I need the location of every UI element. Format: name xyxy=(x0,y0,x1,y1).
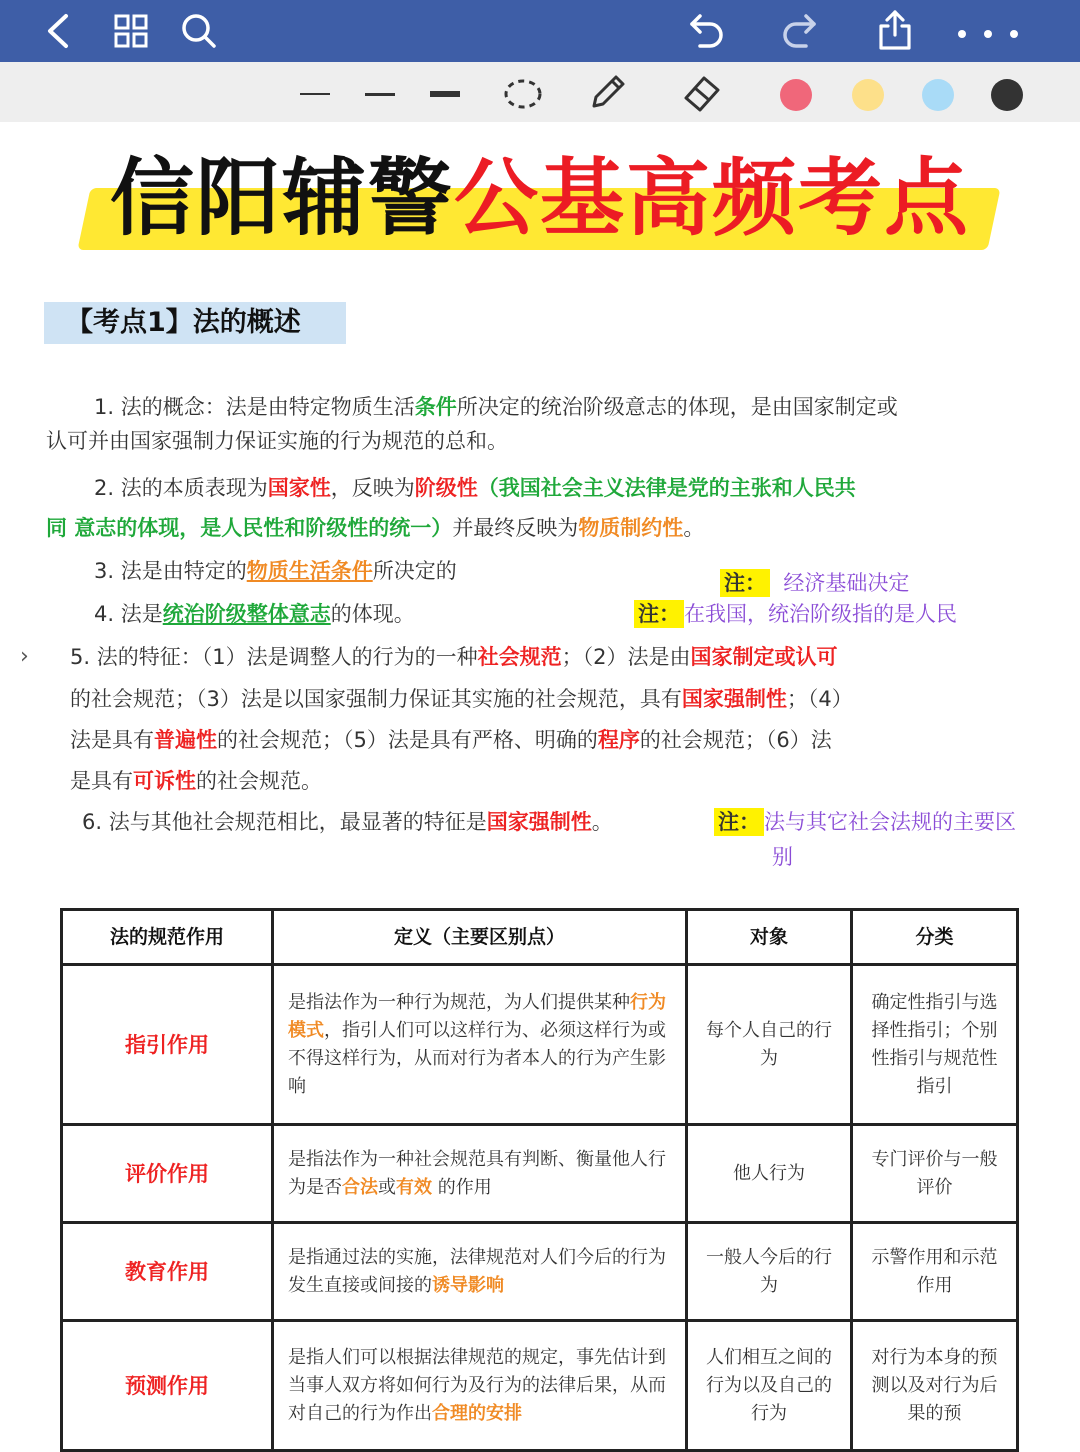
table-row xyxy=(62,1321,1018,1451)
row-object: 每个人自己的行为 xyxy=(687,965,852,1125)
note-6 xyxy=(714,805,1080,839)
page-title xyxy=(0,148,1080,248)
pencil-icon[interactable] xyxy=(584,70,630,114)
share-icon[interactable] xyxy=(872,8,918,54)
highlight-orange: 合法 xyxy=(342,1176,378,1198)
paragraph-1-line-2: 认可并由国家强制力保证实施的行为规范的总和。 xyxy=(46,429,508,453)
highlight-green: 条件 xyxy=(414,395,457,419)
paragraph-5-line-3 xyxy=(70,723,832,757)
highlight-red: 社会规范 xyxy=(477,645,562,669)
text: 是指人们可以根据法律规范的规定，事先估计到当事人双方将如何行为及行为的法律后果，从而对自己的行为作出 xyxy=(288,1346,666,1424)
text: 4. 法是 xyxy=(94,602,163,626)
paragraph-5-line-4 xyxy=(70,764,322,798)
text: 并最终反映为 xyxy=(452,516,579,540)
highlight-orange: 行为模式 xyxy=(288,991,666,1041)
row-name: 指引作用 xyxy=(62,965,273,1125)
note-6-line-2 xyxy=(772,840,793,874)
text: ；（4） xyxy=(786,687,853,711)
table-header-row xyxy=(62,910,1018,965)
text: 是指法作为一种社会规范具有判断、衡量他人行为是否 xyxy=(288,1148,666,1198)
redo-icon[interactable] xyxy=(776,8,822,54)
legal-function-table xyxy=(60,908,1019,1452)
text: 。 xyxy=(591,810,613,834)
highlight-red: 普遍性 xyxy=(154,728,217,752)
highlight-red: 阶级性 xyxy=(414,476,478,500)
text: 1. 法的概念：法是由特定物质生活 xyxy=(94,395,415,419)
text: 是指法作为一种行为规范，为人们提供某种 xyxy=(288,991,630,1013)
highlight-red: 国家强制性 xyxy=(486,810,592,834)
paragraph-5-line-2 xyxy=(70,682,853,716)
highlight-red: 程序 xyxy=(597,728,640,752)
row-definition xyxy=(273,1125,687,1223)
text: 的社会规范。 xyxy=(196,769,322,793)
pink-color-swatch[interactable] xyxy=(780,79,812,111)
back-icon[interactable] xyxy=(36,8,82,54)
row-name: 教育作用 xyxy=(62,1223,273,1321)
text: 。 xyxy=(683,516,705,540)
row-category: 示警作用和示范作用 xyxy=(852,1223,1018,1321)
row-name: 评价作用 xyxy=(62,1125,273,1223)
table-row xyxy=(62,965,1018,1125)
text: 的社会规范；（3）法是以国家强制力保证其实施的社会规范，具有 xyxy=(70,687,682,711)
row-definition xyxy=(273,1223,687,1321)
text: 的体现。 xyxy=(330,602,415,626)
text: 2. 法的本质表现为 xyxy=(94,476,268,500)
text: 所决定的 xyxy=(372,559,457,583)
highlight-green: 同 意志的体现，是人民性和阶级性的统一） xyxy=(46,516,453,540)
expand-arrow-icon[interactable]: › xyxy=(20,644,29,669)
highlight-red: 国家性 xyxy=(267,476,331,500)
text: 或 xyxy=(378,1176,396,1198)
more-icon[interactable] xyxy=(950,8,1040,54)
row-definition xyxy=(273,965,687,1125)
blue-color-swatch[interactable] xyxy=(922,79,954,111)
row-category: 对行为本身的预测以及对行为后果的预 xyxy=(852,1321,1018,1451)
highlight-orange: 物质生活条件 xyxy=(246,559,373,583)
note-text: 法与其它社会法规的主要区 xyxy=(764,810,1016,834)
highlight-green: （我国社会主义法律是党的主张和人民共 xyxy=(477,476,856,500)
thick-line-icon[interactable] xyxy=(420,74,470,114)
row-category: 确定性指引与选择性指引；个别性指引与规范性指引 xyxy=(852,965,1018,1125)
note-text: 在我国，统治阶级指的是人民 xyxy=(684,602,957,626)
row-definition xyxy=(273,1321,687,1451)
text: ；（2）法是由 xyxy=(561,645,691,669)
highlight-red: 国家制定或认可 xyxy=(690,645,838,669)
text: 是指通过法的实施，法律规范对人们今后的行为发生直接或间接的 xyxy=(288,1246,666,1296)
text: 的作用 xyxy=(432,1176,492,1198)
title-part-red: 公基高频考点 xyxy=(454,149,971,247)
row-object: 一般人今后的行为 xyxy=(687,1223,852,1321)
highlight-green: 统治阶级整体意志 xyxy=(162,602,331,626)
grid-icon[interactable] xyxy=(108,8,154,54)
row-object: 人们相互之间的行为以及自己的行为 xyxy=(687,1321,852,1451)
text: 3. 法是由特定的 xyxy=(94,559,247,583)
row-object: 他人行为 xyxy=(687,1125,852,1223)
section-heading: 【考点1】法的概述 xyxy=(44,302,346,344)
paragraph-1-line-1 xyxy=(94,390,898,424)
text: 5. 法的特征：（1）法是调整人的行为的一种 xyxy=(70,645,478,669)
highlight-red: 国家强制性 xyxy=(681,687,787,711)
drawing-toolbar xyxy=(0,62,1080,122)
text: 6. 法与其他社会规范相比，最显著的特征是 xyxy=(82,810,487,834)
paragraph-6 xyxy=(82,805,613,839)
note-4 xyxy=(634,597,957,631)
eraser-icon[interactable] xyxy=(678,70,724,114)
text: 是具有 xyxy=(70,769,133,793)
column-header: 定义（主要区别点） xyxy=(273,910,687,965)
highlight-orange: 有效 xyxy=(396,1176,432,1198)
table-row xyxy=(62,1125,1018,1223)
text: 法是具有 xyxy=(70,728,154,752)
yellow-color-swatch[interactable] xyxy=(852,79,884,111)
undo-icon[interactable] xyxy=(684,8,730,54)
text: 的社会规范；（5）法是具有严格、明确的 xyxy=(217,728,598,752)
note-tag: 注： xyxy=(714,808,764,836)
column-header: 法的规范作用 xyxy=(62,910,273,965)
paragraph-5-line-1 xyxy=(70,640,837,674)
note-tag: 注： xyxy=(720,569,770,597)
highlight-red: 可诉性 xyxy=(133,769,196,793)
paragraph-2-line-2 xyxy=(46,511,704,545)
search-icon[interactable] xyxy=(176,8,222,54)
column-header: 对象 xyxy=(687,910,852,965)
row-category: 专门评价与一般评价 xyxy=(852,1125,1018,1223)
column-header: 分类 xyxy=(852,910,1018,965)
black-color-swatch[interactable] xyxy=(991,79,1023,111)
note-tag: 注： xyxy=(634,600,684,628)
note-text: 经济基础决定 xyxy=(783,571,910,595)
text: 的社会规范；（6）法 xyxy=(639,728,832,752)
note-text: 别 xyxy=(772,845,793,869)
text: ，反映为 xyxy=(330,476,415,500)
paragraph-2-line-1 xyxy=(94,471,856,505)
top-app-bar xyxy=(0,0,1080,62)
highlight-orange: 合理的安排 xyxy=(432,1402,522,1424)
thin-line-icon[interactable] xyxy=(290,74,340,114)
lasso-icon[interactable] xyxy=(500,74,546,114)
highlight-orange: 物质制约性 xyxy=(578,516,684,540)
medium-line-icon[interactable] xyxy=(355,74,405,114)
row-name: 预测作用 xyxy=(62,1321,273,1451)
title-part-black: 信阳辅警 xyxy=(109,149,454,247)
note-3 xyxy=(720,566,909,600)
paragraph-4 xyxy=(94,597,415,631)
table-row xyxy=(62,1223,1018,1321)
text: 所决定的统治阶级意志的体现，是由国家制定或 xyxy=(456,395,898,419)
paragraph-3 xyxy=(94,554,457,588)
highlight-orange: 诱导影响 xyxy=(432,1274,504,1296)
text: ，指引人们可以这样行为、必须这样行为或不得这样行为，从而对行为者本人的行为产生影响 xyxy=(288,1019,666,1097)
